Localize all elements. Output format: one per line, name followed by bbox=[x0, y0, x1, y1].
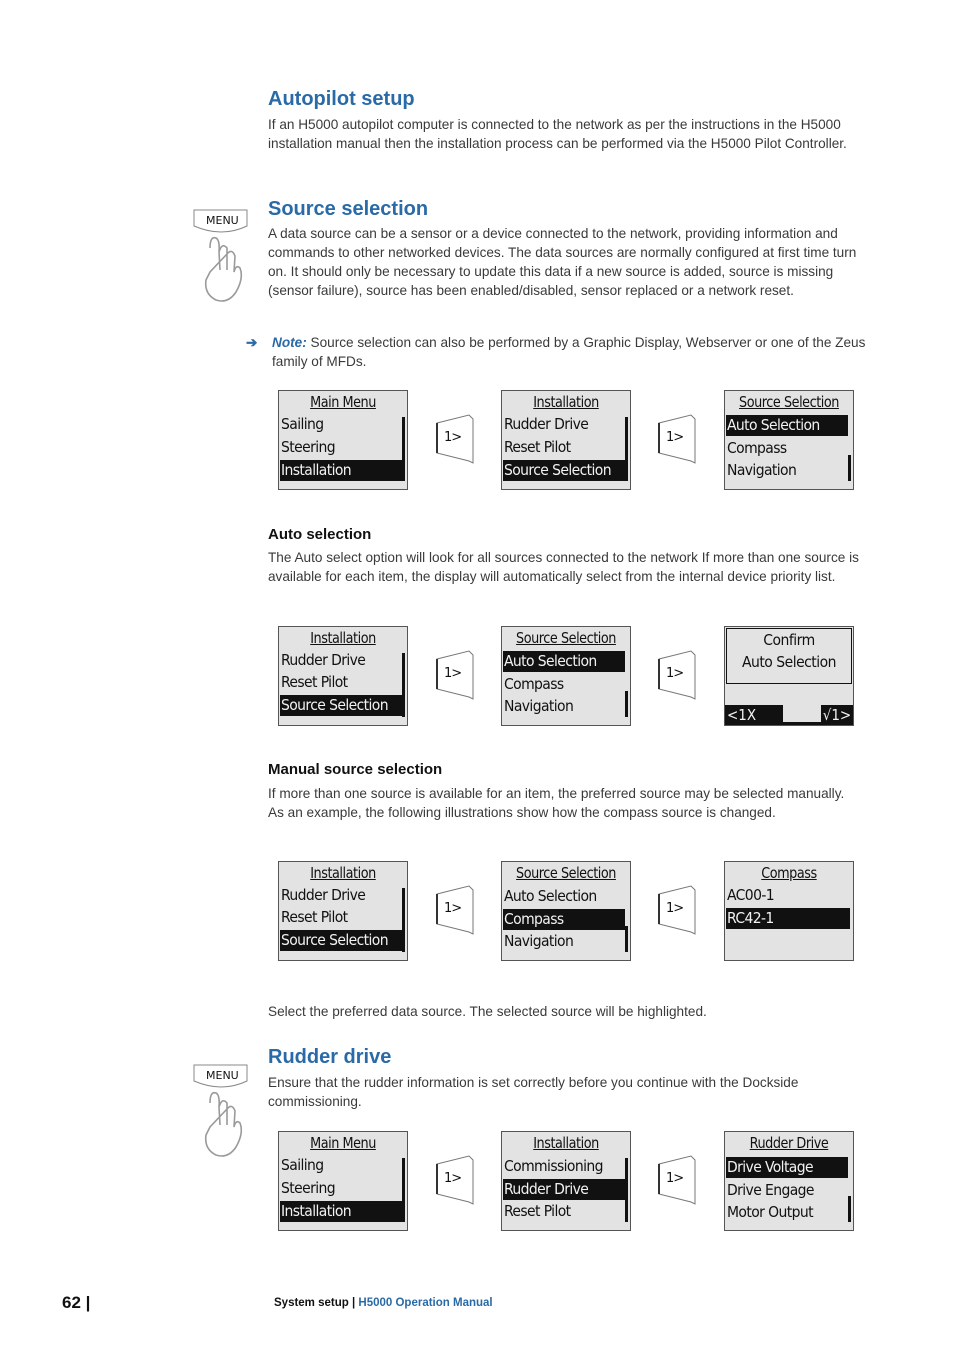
lcd-row: Rudder Drive bbox=[281, 886, 366, 904]
lcd-scrollbar bbox=[402, 417, 405, 481]
key-button-icon bbox=[435, 1154, 475, 1206]
lcd-row-highlighted: Installation bbox=[280, 1201, 402, 1222]
key-label: 1> bbox=[444, 430, 462, 445]
lcd-row-highlighted: Installation bbox=[280, 460, 402, 481]
footer-manual-title: H5000 Operation Manual bbox=[358, 1297, 493, 1309]
lcd-main-menu bbox=[278, 390, 408, 490]
lcd-title: Compass bbox=[761, 864, 817, 882]
lcd-row: Rudder Drive bbox=[504, 415, 589, 433]
lcd-installation bbox=[501, 390, 631, 490]
lcd-row: Navigation bbox=[504, 932, 574, 950]
confirm-line-2: Auto Selection bbox=[741, 653, 837, 671]
confirm-line-1: Confirm bbox=[763, 631, 815, 649]
lcd-scrollbar bbox=[625, 926, 628, 952]
lcd-row: Reset Pilot bbox=[281, 673, 348, 691]
lcd-row: Reset Pilot bbox=[504, 1202, 571, 1220]
key-button-icon bbox=[435, 884, 475, 936]
lcd-row-highlighted: Source Selection bbox=[280, 930, 402, 951]
lcd-row-highlighted: Source Selection bbox=[503, 460, 625, 481]
lcd-row: Drive Engage bbox=[727, 1181, 814, 1199]
lcd-scrollbar bbox=[848, 455, 851, 481]
lcd-row-highlighted: Source Selection bbox=[280, 695, 402, 716]
page-number: 62 | bbox=[62, 1293, 91, 1312]
heading-source-selection: Source selection bbox=[268, 198, 429, 220]
key-button-icon bbox=[657, 884, 697, 936]
lcd-installation bbox=[278, 861, 408, 961]
lcd-row: Auto Selection bbox=[504, 887, 597, 905]
key-label: 1> bbox=[444, 1171, 462, 1186]
lcd-title: Rudder Drive bbox=[749, 1134, 829, 1152]
lcd-title: Installation bbox=[310, 864, 376, 882]
lcd-source-selection bbox=[501, 861, 631, 961]
running-footer bbox=[274, 1297, 493, 1309]
lcd-row: Navigation bbox=[504, 697, 574, 715]
manual-selection-after: Select the preferred data source. The selected source will be highlighted. bbox=[268, 1004, 707, 1019]
lcd-row: Reset Pilot bbox=[281, 908, 348, 926]
lcd-title: Source Selection bbox=[739, 393, 839, 411]
arrow-right-icon: ➔ bbox=[246, 335, 258, 350]
lcd-main-menu bbox=[278, 1131, 408, 1231]
menu-hand-icon bbox=[192, 1063, 252, 1163]
lcd-title: Main Menu bbox=[310, 393, 376, 411]
lcd-rudder-drive bbox=[724, 1131, 854, 1231]
key-label: 1> bbox=[666, 901, 684, 916]
key-label: 1> bbox=[666, 1171, 684, 1186]
lcd-row: Sailing bbox=[281, 415, 324, 433]
softkey-bar bbox=[725, 705, 853, 725]
lcd-row: Compass bbox=[504, 675, 564, 693]
heading-autopilot-setup: Autopilot setup bbox=[268, 88, 415, 110]
lcd-row: Sailing bbox=[281, 1156, 324, 1174]
cancel-softkey: <1X bbox=[725, 705, 783, 725]
lcd-row: AC00-1 bbox=[727, 886, 775, 904]
lcd-scrollbar bbox=[625, 417, 628, 481]
key-button-icon bbox=[657, 649, 697, 701]
menu-label: MENU bbox=[206, 1069, 239, 1082]
heading-auto-selection: Auto selection bbox=[268, 526, 372, 543]
lcd-source-selection bbox=[724, 390, 854, 490]
lcd-row-highlighted: Rudder Drive bbox=[503, 1179, 625, 1200]
source-selection-body: A data source can be a sensor or a device connected to the network, providing information and commands to other networked devices. The data sources are normally configured at first time turn on. It should only be necessary to update this data if a new source is added, source is missing (sensor failure), source has been enabled/disabled, sensor replaced or a network reset. bbox=[268, 226, 857, 298]
softkey-divider bbox=[783, 722, 821, 725]
rudder-drive-body: Ensure that the rudder information is set correctly before you continue with the Dockside commissioning. bbox=[268, 1075, 799, 1109]
heading-rudder-drive: Rudder drive bbox=[268, 1046, 392, 1068]
lcd-installation bbox=[278, 626, 408, 726]
lcd-row: Commissioning bbox=[504, 1157, 603, 1175]
lcd-scrollbar bbox=[402, 1158, 405, 1222]
lcd-row: Reset Pilot bbox=[504, 438, 571, 456]
lcd-row-highlighted: RC42-1 bbox=[726, 908, 850, 929]
menu-hand-icon bbox=[192, 208, 252, 308]
lcd-scrollbar bbox=[402, 888, 405, 952]
lcd-title: Installation bbox=[533, 393, 599, 411]
key-label: 1> bbox=[666, 430, 684, 445]
lcd-scrollbar bbox=[625, 1158, 628, 1222]
key-button-icon bbox=[435, 649, 475, 701]
key-label: 1> bbox=[444, 666, 462, 681]
lcd-title: Source Selection bbox=[516, 864, 616, 882]
lcd-title: Installation bbox=[310, 629, 376, 647]
key-button-icon bbox=[435, 413, 475, 465]
lcd-title: Main Menu bbox=[310, 1134, 376, 1152]
menu-label: MENU bbox=[206, 214, 239, 227]
lcd-row: Compass bbox=[727, 439, 787, 457]
lcd-row: Motor Output bbox=[727, 1203, 813, 1221]
lcd-compass bbox=[724, 861, 854, 961]
key-label: 1> bbox=[666, 666, 684, 681]
lcd-row-highlighted: Compass bbox=[503, 909, 625, 930]
manual-selection-body: If more than one source is available for an item, the preferred source may be selected manually. As an example, the following illustrations show how the compass source is changed. bbox=[268, 786, 845, 820]
note-label: Note: bbox=[272, 335, 307, 350]
auto-selection-body: The Auto select option will look for all sources connected to the network If more than one source is available for each item, the display will automatically select from the internal device priority list. bbox=[268, 550, 859, 584]
lcd-row: Steering bbox=[281, 438, 335, 456]
lcd-scrollbar bbox=[402, 653, 405, 717]
confirm-softkey: √1> bbox=[822, 706, 852, 724]
lcd-source-selection bbox=[501, 626, 631, 726]
heading-manual-source-selection: Manual source selection bbox=[268, 761, 443, 778]
lcd-scrollbar bbox=[625, 691, 628, 717]
lcd-scrollbar bbox=[848, 1196, 851, 1222]
lcd-row-highlighted: Auto Selection bbox=[503, 651, 625, 672]
key-label: 1> bbox=[444, 901, 462, 916]
lcd-row: Steering bbox=[281, 1179, 335, 1197]
lcd-title: Installation bbox=[533, 1134, 599, 1152]
lcd-row: Rudder Drive bbox=[281, 651, 366, 669]
key-button-icon bbox=[657, 1154, 697, 1206]
lcd-row-highlighted: Drive Voltage bbox=[726, 1157, 848, 1178]
lcd-row-highlighted: Auto Selection bbox=[726, 415, 848, 436]
footer-separator: | bbox=[351, 1297, 356, 1309]
lcd-confirm-auto-selection bbox=[724, 626, 854, 726]
lcd-row: Navigation bbox=[727, 461, 797, 479]
autopilot-body: If an H5000 autopilot computer is connected to the network as per the instructions in the H5000 installation manual then the installation process can be performed via the H5000 Pilot Controller. bbox=[268, 117, 847, 151]
key-button-icon bbox=[657, 413, 697, 465]
lcd-installation bbox=[501, 1131, 631, 1231]
lcd-title: Source Selection bbox=[516, 629, 616, 647]
footer-section: System setup bbox=[274, 1297, 349, 1309]
note-text: Source selection can also be performed by a Graphic Display, Webserver or one of the Zeus family of MFDs. bbox=[272, 335, 866, 369]
